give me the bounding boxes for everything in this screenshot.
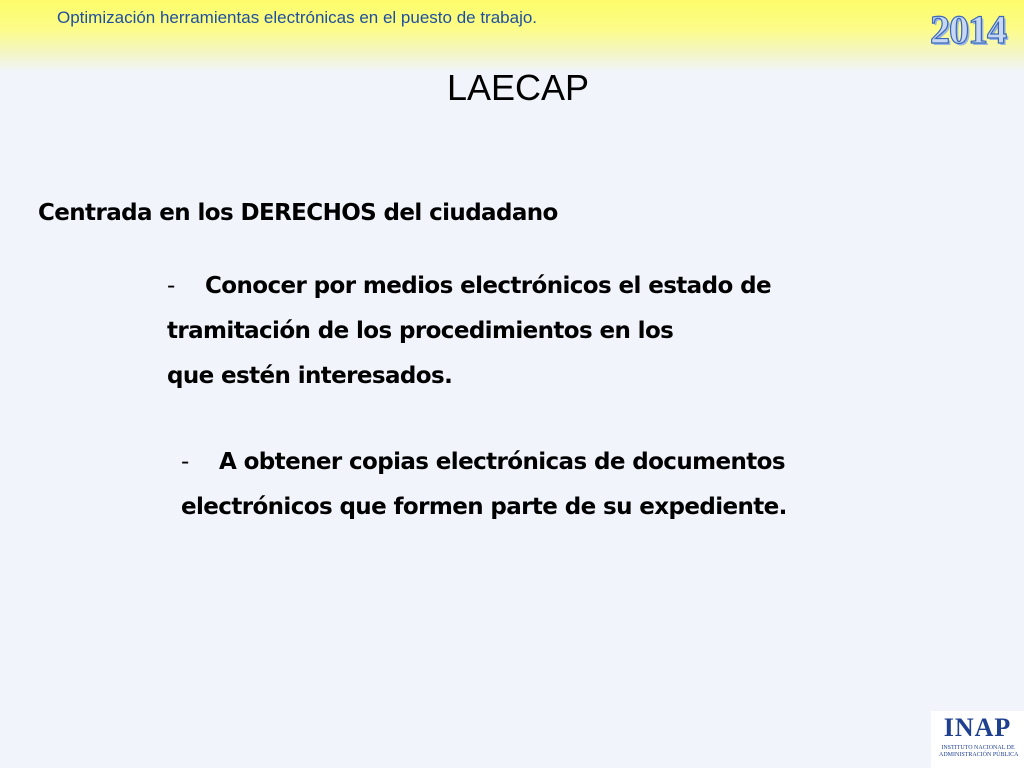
bullet-text: Conocer por medios electrónicos el estado de (205, 273, 771, 299)
bullet-line: tramitación de los procedimientos en los (167, 318, 674, 344)
bullet-item (181, 440, 787, 530)
bullet-text: A obtener copias electrónicas de documentos (219, 449, 785, 475)
slide-subtitle: Centrada en los DERECHOS del ciudadano (38, 200, 558, 226)
dash-marker: - (181, 449, 189, 475)
course-title: Optimización herramientas electrónicas en el puesto de trabajo. (57, 8, 538, 27)
bullet-line (181, 440, 787, 485)
dash-marker: - (167, 273, 175, 299)
bullet-line (167, 264, 771, 309)
slide-title: LAECAP (446, 67, 590, 108)
bullet-line: que estén interesados. (167, 363, 453, 389)
logo-acronym: INAP (943, 713, 1012, 742)
inap-logo (931, 711, 1024, 768)
bullet-line: electrónicos que formen parte de su expediente. (181, 494, 787, 520)
year-badge: 2014 (930, 7, 1006, 52)
logo-name-line: ADMINISTRACIÓN PÚBLICA (939, 752, 1019, 758)
bullet-item (167, 264, 771, 399)
logo-name-line: INSTITUTO NACIONAL DE (941, 745, 1015, 751)
